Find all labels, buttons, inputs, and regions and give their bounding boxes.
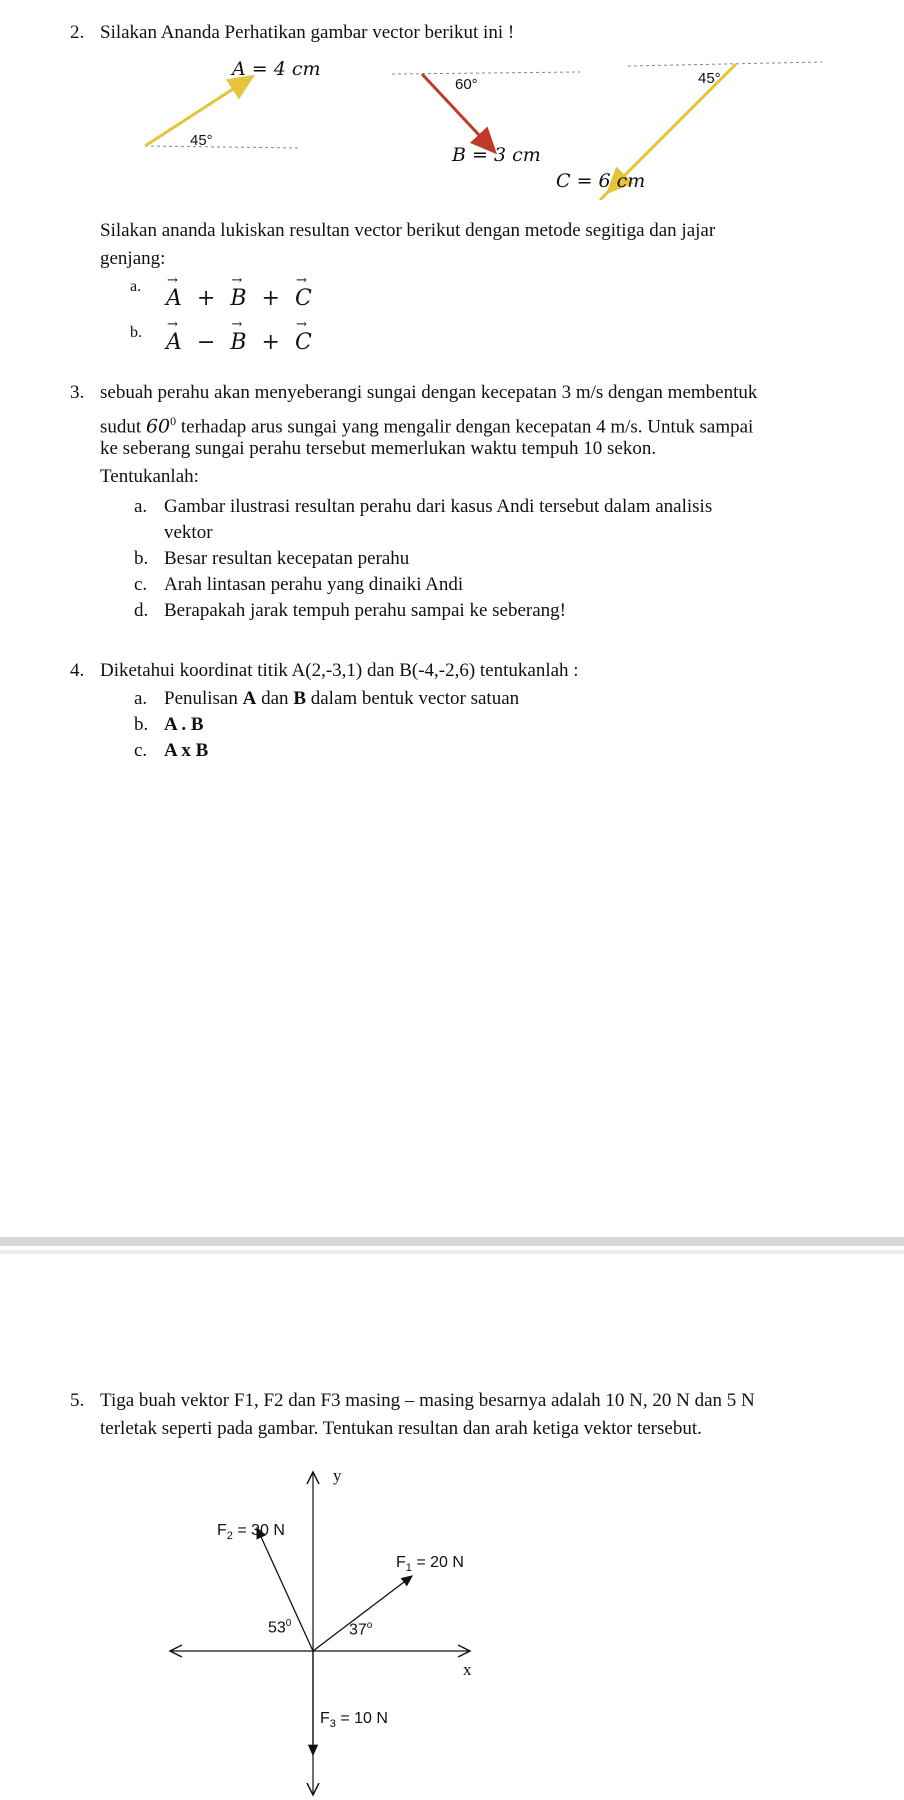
term: → A — [166, 286, 182, 311]
operator: − — [196, 330, 216, 355]
q2-item-b-label: b. — [130, 324, 142, 341]
f2-subscript: 2 — [226, 1530, 233, 1543]
q4-item-b-text: A . B — [164, 714, 204, 735]
f1-value: = 20 N — [416, 1554, 464, 1571]
q4-item-a-bold-b: B — [293, 688, 306, 709]
q2-instruction-line1: Silakan ananda lukiskan resultan vector berikut dengan metode segitiga dan jajar — [100, 220, 716, 241]
q4-item-b-label: b. — [134, 714, 149, 735]
q4-item-c-label: c. — [134, 740, 148, 761]
vector-a-baseline — [145, 146, 300, 148]
f3-subscript: 3 — [329, 1718, 336, 1731]
q2-vector-diagram — [0, 0, 904, 200]
angle-53-value: 53 — [268, 1619, 286, 1637]
term: → B — [230, 330, 246, 355]
q3-number: 3. — [70, 382, 85, 403]
q5-line1 — [70, 1388, 755, 1414]
q4-item-a-post: dalam bentuk vector satuan — [306, 688, 520, 709]
q2-item-a-expression — [166, 286, 312, 311]
f3-symbol: F — [320, 1710, 330, 1727]
q3-line3: ke seberang sungai perahu tersebut memerlukan waktu tempuh 10 sekon. — [100, 438, 657, 459]
q3-item-a — [134, 494, 712, 520]
q3-item-b-text: Besar resultan kecepatan perahu — [164, 548, 410, 569]
vector-b-label: B = 3 cm — [452, 144, 541, 166]
vector-c-angle: 45° — [698, 70, 721, 87]
q4-text: Diketahui koordinat titik A(2,-3,1) dan B(-4,-2,6) tentukanlah : — [100, 660, 579, 681]
term: → C — [295, 286, 312, 311]
q3-angle: 60 — [145, 415, 171, 438]
q3-item-a-cont: vektor — [164, 522, 213, 543]
q4-item-a-label: a. — [134, 688, 148, 709]
q3-item-b — [134, 546, 409, 572]
q3-item-c-label: c. — [134, 574, 148, 595]
angle-53-sup: 0 — [285, 1618, 292, 1629]
q3-item-d — [134, 598, 566, 624]
angle-37-value: 37 — [349, 1621, 367, 1639]
q5-line1-text: Tiga buah vektor F1, F2 dan F3 masing – masing besarnya adalah 10 N, 20 N dan 5 N — [100, 1390, 755, 1411]
q3-item-b-label: b. — [134, 548, 149, 569]
f1-subscript: 1 — [405, 1562, 412, 1575]
q3-line2-pre: sudut — [100, 416, 146, 438]
q3-item-a-text: Gambar ilustrasi resultan perahu dari kasus Andi tersebut dalam analisis — [164, 496, 713, 517]
q3-angle-sup: 0 — [170, 414, 177, 428]
term: → A — [166, 330, 182, 355]
vector-b-angle: 60° — [455, 76, 478, 93]
x-axis-label: x — [463, 1660, 472, 1679]
q2-number: 2. — [70, 22, 85, 43]
q5-number: 5. — [70, 1390, 85, 1411]
q3-line2-post: terhadap arus sungai yang mengalir dengan kecepatan 4 m/s. Untuk sampai — [176, 416, 754, 438]
q4-item-b — [134, 712, 204, 738]
vector-c-label: C = 6 cm — [556, 170, 646, 192]
f2-value: = 30 N — [237, 1522, 285, 1539]
q3-item-c-text: Arah lintasan perahu yang dinaiki Andi — [164, 574, 464, 595]
q2-item-a-label: a. — [130, 278, 142, 295]
q4-item-a-pre: Penulisan — [164, 688, 243, 709]
operator: + — [261, 330, 280, 355]
q3-item-d-text: Berapakah jarak tempuh perahu sampai ke seberang! — [164, 600, 566, 621]
q4-heading — [70, 658, 579, 684]
term: → C — [295, 330, 312, 355]
q2-instruction-line2: genjang: — [100, 248, 166, 269]
q4-item-c — [134, 738, 208, 764]
q3-item-d-label: d. — [134, 600, 149, 621]
angle-37-sup: o — [366, 1620, 373, 1631]
q3-line1 — [70, 380, 757, 406]
operator: + — [261, 286, 280, 311]
f3-label — [320, 1710, 388, 1730]
vector-b-baseline — [392, 72, 580, 74]
q3-line4: Tentukanlah: — [100, 466, 199, 487]
f2-symbol: F — [217, 1522, 227, 1539]
f1-symbol: F — [396, 1554, 406, 1571]
q5-line2: terletak seperti pada gambar. Tentukan resultan dan arah ketiga vektor tersebut. — [100, 1418, 702, 1439]
angle-37-label — [349, 1620, 372, 1639]
page-separator-shadow — [0, 1250, 904, 1254]
term: → B — [230, 286, 246, 311]
vector-c-baseline — [628, 62, 822, 66]
y-axis-label: y — [333, 1466, 342, 1485]
f3-value: = 10 N — [340, 1710, 388, 1727]
q4-item-a-mid: dan — [256, 688, 294, 709]
q4-item-a — [134, 686, 519, 712]
q2-item-b-expression — [166, 330, 312, 355]
q4-item-c-text: A x B — [164, 740, 209, 761]
page-separator — [0, 1237, 904, 1246]
q3-line1-text: sebuah perahu akan menyeberangi sungai dengan kecepatan 3 m/s dengan membentuk — [100, 382, 758, 403]
vector-a-angle: 45° — [190, 132, 213, 149]
q4-item-a-bold-a: A — [242, 688, 257, 709]
f1-label — [396, 1554, 464, 1574]
f2-label — [217, 1522, 285, 1542]
f1-vector — [313, 1576, 412, 1651]
q5-force-diagram — [0, 1450, 904, 1800]
vector-a-label: A = 4 cm — [232, 58, 321, 80]
q4-number: 4. — [70, 660, 85, 681]
operator: + — [196, 286, 216, 311]
angle-53-label — [268, 1618, 291, 1637]
q2-text: Silakan Ananda Perhatikan gambar vector berikut ini ! — [100, 22, 515, 43]
q3-item-a-label: a. — [134, 496, 148, 517]
q3-item-c — [134, 572, 463, 598]
